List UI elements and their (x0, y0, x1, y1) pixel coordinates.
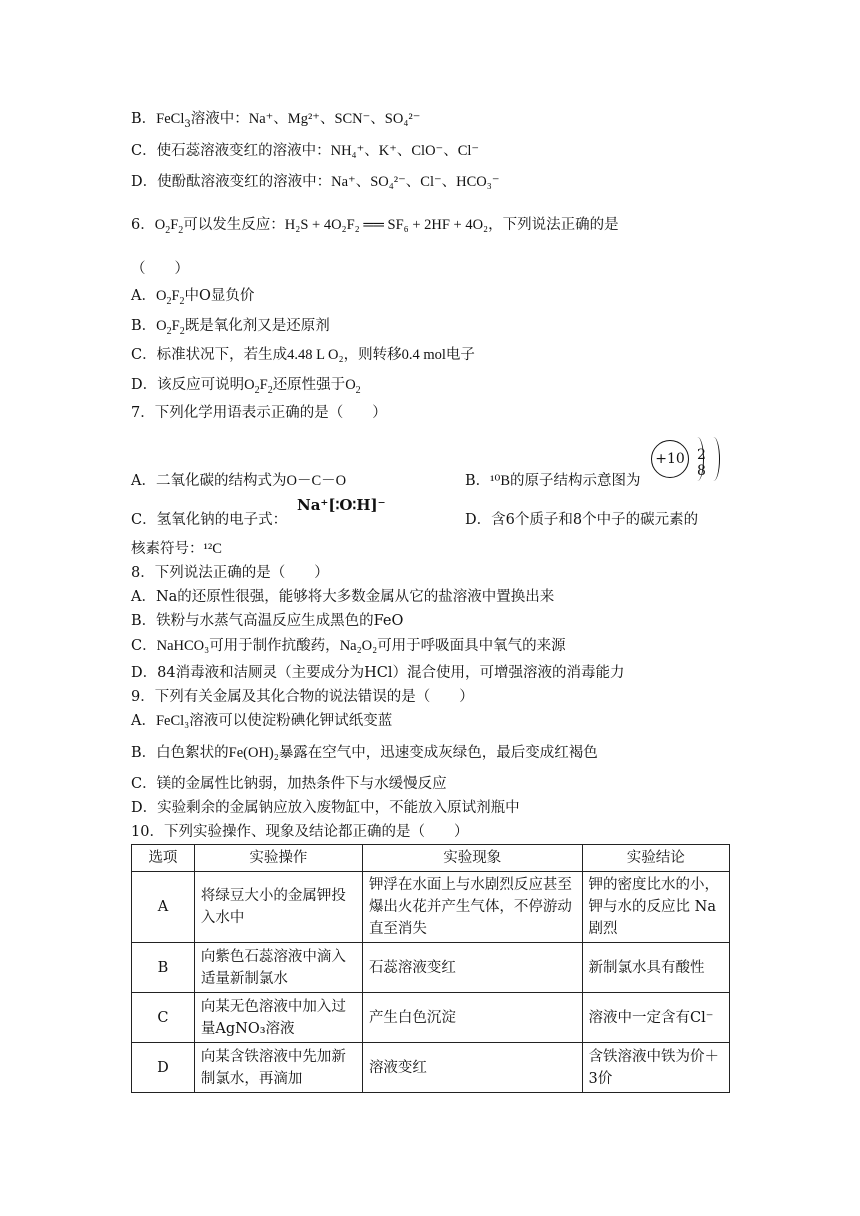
cell-conclusion: 新制氯水具有酸性 (582, 943, 729, 993)
q7-stem: 7．下列化学用语表示正确的是（ ） (131, 405, 387, 421)
cell-conclusion: 溶液中一定含有Cl⁻ (582, 993, 729, 1043)
option-text: 核素符号： (131, 541, 204, 557)
q9-option-b (131, 742, 598, 764)
electron-formula: Na⁺[∶O∶H]⁻ (297, 496, 386, 514)
experiment-table (131, 844, 730, 1093)
cell-operation: 向某含铁溶液中先加新制氯水，再滴加 (194, 1043, 362, 1093)
table-row (132, 872, 730, 943)
q8-stem: 8．下列说法正确的是（ ） (131, 565, 329, 581)
formula: FeCl₃ (155, 713, 190, 729)
q7-option-d-cont (131, 538, 222, 560)
formula: Fe(OH)₂ (228, 745, 279, 761)
option-label: C． (131, 143, 157, 159)
q6-paren: （ ） (131, 261, 189, 277)
cell-conclusion: 钾的密度比水的小，钾与水的反应比 Na 剧烈 (582, 872, 729, 943)
option-text: 还原性强于 (272, 377, 346, 393)
ion-list: Na⁺、SO₄²⁻、Cl⁻、HCO₃⁻ (331, 174, 500, 190)
formula: FeCl (156, 111, 185, 127)
cell-operation: 将绿豆大小的金属钾投入水中 (194, 872, 362, 943)
cell-operation: 向紫色石蕊溶液中滴入适量新制氯水 (194, 943, 362, 993)
quantity: 4.48 L O₂ (287, 347, 344, 363)
stem-text: ，下列说法正确的是 (488, 217, 619, 233)
header-conclusion: 实验结论 (582, 845, 729, 872)
cell-phenomenon: 石蕊溶液变红 (362, 943, 582, 993)
q6-option-c (131, 344, 475, 366)
q7-option-b (465, 470, 641, 492)
q5-option-c (131, 140, 479, 162)
cell-operation: 向某无色溶液中加入过量AgNO₃溶液 (194, 993, 362, 1043)
option-text: A．二氧化碳的结构式为 (131, 473, 287, 489)
q6-option-d (131, 374, 361, 396)
option-text: 中O显负价 (184, 288, 255, 304)
option-text: 可用于制作抗酸药， (209, 638, 340, 654)
formula-sub: 3 (184, 118, 191, 130)
cell-option: A (132, 872, 195, 943)
option-text: 使石蕊溶液变红的溶液中： (156, 143, 331, 159)
header-phenomenon: 实验现象 (362, 845, 582, 872)
option-text: ，则转移 (343, 347, 402, 363)
option-text: D．该反应可说明 (131, 377, 245, 393)
nucleus: +10 (651, 440, 689, 478)
question-number: 6． (131, 217, 155, 233)
formula: Na₂O₂ (339, 638, 378, 654)
option-text: 溶液可以使淀粉碘化钾试纸变蓝 (189, 713, 393, 729)
structural-formula: O－C－O (286, 473, 347, 489)
cell-phenomenon: 溶液变红 (362, 1043, 582, 1093)
q5-option-b (131, 108, 420, 130)
q9-option-c: C．镁的金属性比钠弱，加热条件下与水缓慢反应 (131, 776, 447, 792)
quantity: 0.4 mol (401, 347, 446, 363)
formula-o2f2: $O_2F_2$ (154, 217, 184, 236)
isotope: ¹⁰B (490, 473, 510, 489)
option-text: C．氢氧化钠的电子式： (131, 512, 288, 528)
cell-phenomenon: 产生白色沉淀 (362, 993, 582, 1043)
option-text: 可用于呼吸面具中氧气的来源 (377, 638, 566, 654)
option-text: 电子 (445, 347, 475, 363)
option-label: B． (465, 473, 491, 489)
stem-text: 可以发生反应： (183, 217, 285, 233)
q7-option-d: D．含6个质子和8个中子的碳元素的 (465, 512, 699, 528)
cell-option: C (132, 993, 195, 1043)
formula-o2: $O_2$ (345, 377, 361, 396)
option-text: 的原子结构示意图为 (510, 473, 641, 489)
option-label: B． (131, 111, 157, 127)
q10-stem: 10．下列实验操作、现象及结论都正确的是（ ） (131, 824, 469, 840)
q5-option-d (131, 171, 499, 193)
table-row (132, 943, 730, 993)
q6-option-a: A．$O_2F_2$中O显负价 (131, 288, 255, 307)
formula-o2f2: $O_2F_2$ (155, 288, 185, 307)
shell-electrons: 2 8 (697, 447, 710, 479)
formula-o2f2: $O_2F_2$ (244, 377, 273, 396)
q7-option-c (131, 509, 287, 531)
ion-list: Na⁺、Mg²⁺、SCN⁻、SO₄²⁻ (248, 111, 421, 127)
nuclide-symbol: ¹²C (203, 541, 222, 557)
reaction-equation: H₂S + 4O₂F₂ ══ SF₆ + 2HF + 4O₂ (284, 217, 489, 233)
formula: NaHCO₃ (156, 638, 210, 654)
header-option: 选项 (132, 845, 195, 872)
q6-option-b: B．$O_2F_2$既是氧化剂又是还原剂 (131, 318, 330, 337)
q8-option-d: D．84消毒液和洁厕灵（主要成分为HCl）混合使用，可增强溶液的消毒能力 (131, 665, 625, 681)
option-text: 既是氧化剂又是还原剂 (184, 318, 330, 334)
cell-option: B (132, 943, 195, 993)
option-text: B．白色絮状的 (131, 745, 229, 761)
option-text: 暴露在空气中，迅速变成灰绿色，最后变成红褐色 (278, 745, 598, 761)
q6-stem (131, 214, 619, 236)
option-label: D． (131, 174, 158, 190)
q7-option-a (131, 470, 346, 492)
q8-option-a: A．Na的还原性很强，能够将大多数金属从它的盐溶液中置换出来 (131, 589, 555, 605)
option-label: A． (131, 713, 156, 729)
q8-option-b: B．铁粉与水蒸气高温反应生成黑色的FeO (131, 613, 404, 629)
option-text: 使酚酞溶液变红的溶液中： (157, 174, 332, 190)
table-header-row (132, 845, 730, 872)
option-text: C．标准状况下，若生成 (131, 347, 288, 363)
atomic-structure-diagram (651, 435, 731, 483)
q9-option-a (131, 710, 392, 732)
cell-phenomenon: 钾浮在水面上与水剧烈反应甚至爆出火花并产生气体，不停游动直至消失 (362, 872, 582, 943)
header-operation: 实验操作 (194, 845, 362, 872)
cell-conclusion: 含铁溶液中铁为价＋3价 (582, 1043, 729, 1093)
formula-o2f2: $O_2F_2$ (156, 318, 185, 337)
q9-stem: 9．下列有关金属及其化合物的说法错误的是（ ） (131, 689, 474, 705)
q8-option-c (131, 635, 566, 657)
option-label: C． (131, 638, 157, 654)
q9-option-d: D．实验剩余的金属钠应放入废物缸中，不能放入原试剂瓶中 (131, 800, 520, 816)
table-row (132, 1043, 730, 1093)
cell-option: D (132, 1043, 195, 1093)
ion-list: NH₄⁺、K⁺、ClO⁻、Cl⁻ (330, 143, 480, 159)
option-text: 溶液中： (190, 111, 249, 127)
table-row (132, 993, 730, 1043)
